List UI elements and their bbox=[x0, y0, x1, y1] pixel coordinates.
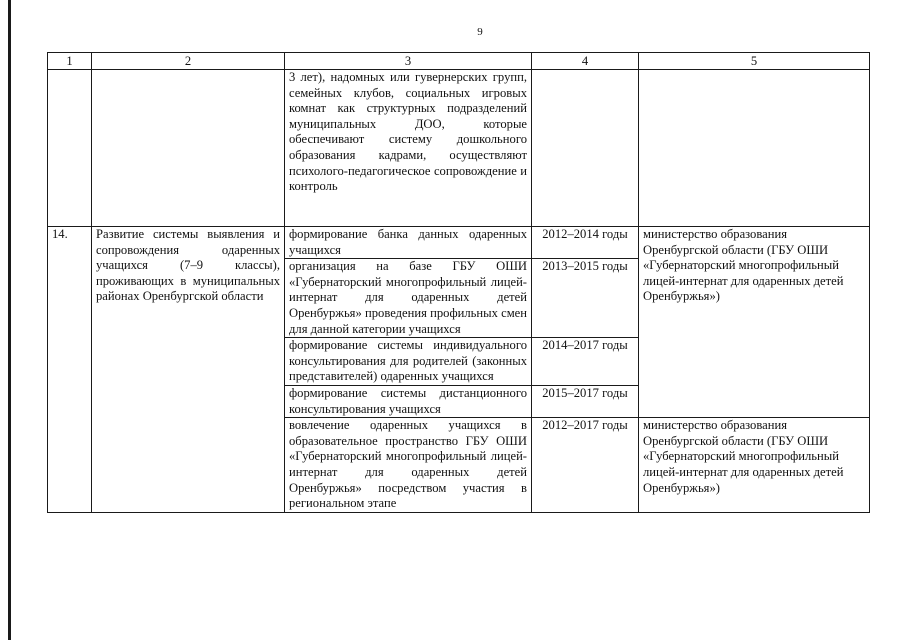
row-14-period-4: 2015–2017 годы bbox=[532, 385, 639, 417]
row-14-sub-1 bbox=[48, 227, 870, 259]
row-14-title: Развитие системы выявления и сопровождения одаренных учащихся (7–9 классы), проживающих в муниципальных районах Оренбургской области bbox=[92, 227, 285, 513]
cont-number-cell bbox=[48, 70, 92, 227]
col-header-1: 1 bbox=[48, 53, 92, 70]
row-14-activity-1: формирование банка данных одаренных учащихся bbox=[285, 227, 532, 259]
cont-executor-cell bbox=[639, 70, 870, 227]
row-14-activity-5: вовлечение одаренных учащихся в образовательное пространство ГБУ ОШИ «Губернаторский многопрофильный лицей-интернат для одаренных детей Оренбуржья» посредством участия в региональном этапе bbox=[285, 418, 532, 513]
row-14-activity-4: формирование системы дистанционного консультирования учащихся bbox=[285, 385, 532, 417]
row-14-executor-2: министерство образования Оренбургской области (ГБУ ОШИ «Губернаторский многопрофильный лицей-интернат для одаренных детей Оренбуржья») bbox=[639, 418, 870, 513]
row-14-executor-1: министерство образования Оренбургской области (ГБУ ОШИ «Губернаторский многопрофильный лицей-интернат для одаренных детей Оренбуржья») bbox=[639, 227, 870, 418]
page-number: 9 bbox=[477, 26, 483, 38]
cont-title-cell bbox=[92, 70, 285, 227]
row-14-number: 14. bbox=[48, 227, 92, 513]
row-14-period-1: 2012–2014 годы bbox=[532, 227, 639, 259]
row-14-period-3: 2014–2017 годы bbox=[532, 338, 639, 386]
col-header-3: 3 bbox=[285, 53, 532, 70]
row-14-period-2: 2013–2015 годы bbox=[532, 259, 639, 338]
plan-table bbox=[47, 52, 870, 513]
cont-period-cell bbox=[532, 70, 639, 227]
cont-activity-cell: 3 лет), надомных или гувернерских групп, семейных клубов, социальных игровых комнат как структурных подразделений муниципальных ДОО, которые обеспечивают систему дошкольного образования кадрами, осуществляют психолого-педагогическое сопровождение и контроль bbox=[285, 70, 532, 227]
scan-edge-bar bbox=[8, 0, 11, 640]
continuation-row bbox=[48, 70, 870, 227]
col-header-5: 5 bbox=[639, 53, 870, 70]
col-header-4: 4 bbox=[532, 53, 639, 70]
row-14-activity-2: организация на базе ГБУ ОШИ «Губернаторский многопрофильный лицей-интернат для одаренных детей Оренбуржья» проведения профильных смен для данной категории учащихся bbox=[285, 259, 532, 338]
col-header-2: 2 bbox=[92, 53, 285, 70]
header-row bbox=[48, 53, 870, 70]
row-14-activity-3: формирование системы индивидуального консультирования для родителей (законных представителей) одаренных учащихся bbox=[285, 338, 532, 386]
row-14-period-5: 2012–2017 годы bbox=[532, 418, 639, 513]
